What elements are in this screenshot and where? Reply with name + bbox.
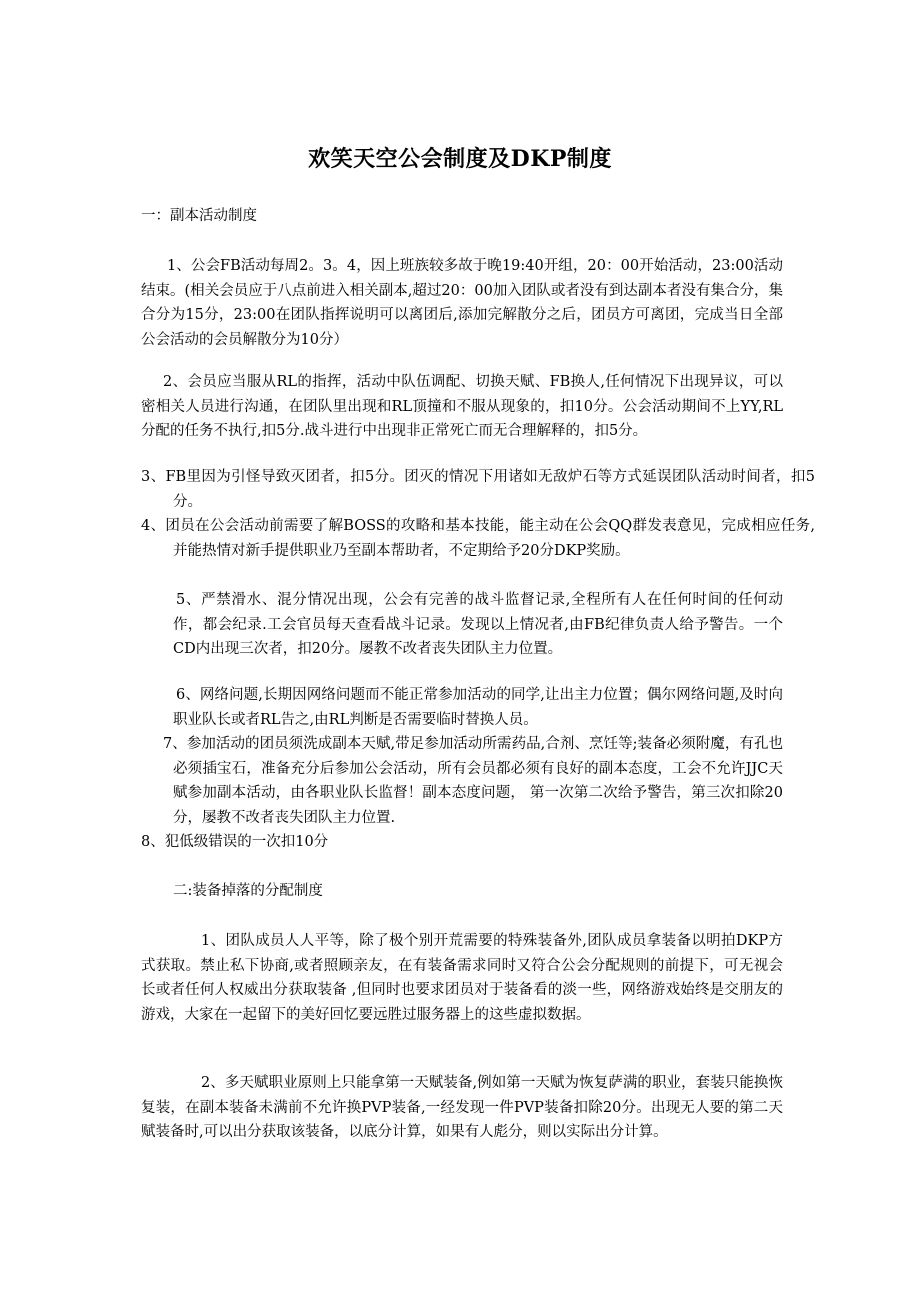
rule-item-6: 6、网络问题,长期因网络问题而不能正常参加活动的同学,让出主力位置；偶尔网络问题,及时向职业队长或者RL告之,由RL判断是否需要临时替换人员。 <box>173 687 783 728</box>
loot-rule-item-1: 1、团队成员人人平等，除了极个别开荒需要的特殊装备外,团队成员拿装备以明拍DKP方式获取。禁止私下协商,或者照顾亲友，在有装备需求同时又符合公会分配规则的前提下，可无视会长或者任何人权威出分获取装备 ,但同时也要求团员对于装备看的淡一些，网络游戏始终是交朋友的游戏，大家在一起留下的美好回忆要远胜过服务器上的这些虚拟数据。 <box>141 933 783 1023</box>
document-title: 欢笑天空公会制度及DKP制度 <box>308 146 612 172</box>
rule-item-5: 5、严禁滑水、混分情况出现，公会有完善的战斗监督记录,全程所有人在任何时间的任何动作，都会纪录.工会官员每天查看战斗记录。发现以上情况者,由FB纪律负责人给予警告。一个CD内出现三次者，扣20分。屡教不改者丧失团队主力位置。 <box>173 592 783 657</box>
rule-item-2: 2、会员应当服从RL的指挥，活动中队伍调配、切换天赋、FB换人,任何情况下出现异议，可以密相关人员进行沟通，在团队里出现和RL顶撞和不服从现象的，扣10分。公会活动期间不上YY,RL分配的任务不执行,扣5分.战斗进行中出现非正常死亡而无合理解释的，扣5分。 <box>141 374 783 439</box>
rule-item-4: 4、团员在公会活动前需要了解BOSS的攻略和基本技能，能主动在公会QQ群发表意见，完成相应任务,并能热情对新手提供职业乃至副本帮助者，不定期给予20分DKP奖励。 <box>141 518 815 559</box>
rule-item-3: 3、FB里因为引怪导致灭团者，扣5分。团灭的情况下用诸如无敌炉石等方式延误团队活动时间者，扣5分。 <box>141 469 815 510</box>
section-heading-dungeon-rules: 一：副本活动制度 <box>141 208 257 224</box>
rule-item-8: 8、犯低级错误的一次扣10分 <box>141 834 329 850</box>
section-heading-loot-rules: 二:装备掉落的分配制度 <box>173 883 323 899</box>
rule-item-1: 1、公会FB活动每周2。3。4，因上班族较多故于晚19:40开组，20：00开始活动，23:00活动结束。(相关会员应于八点前进入相关副本,超过20：00加入团队或者没有到达副本者没有集合分，集合分为15分，23:00在团队指挥说明可以离团后,添加完解散分之后，团员方可离团，完成当日全部公会活动的会员解散分为10分） <box>141 258 783 348</box>
rule-item-7: 7、参加活动的团员须洗成副本天赋,带足参加活动所需药品,合剂、烹饪等;装备必须附魔，有孔也必须插宝石，准备充分后参加公会活动，所有会员都必须有良好的副本态度，工会不允许JJC天赋参加副本活动，由各职业队长监督！副本态度问题， 第一次第二次给予警告，第三次扣除20分，屡教不改者丧失团队主力位置. <box>163 736 783 826</box>
loot-rule-item-2: 2、多天赋职业原则上只能拿第一天赋装备,例如第一天赋为恢复萨满的职业，套装只能换恢复装，在副本装备未满前不允许换PVP装备,一经发现一件PVP装备扣除20分。出现无人要的第二天赋装备时,可以出分获取该装备，以底分计算，如果有人彪分，则以实际出分计算。 <box>141 1075 783 1140</box>
